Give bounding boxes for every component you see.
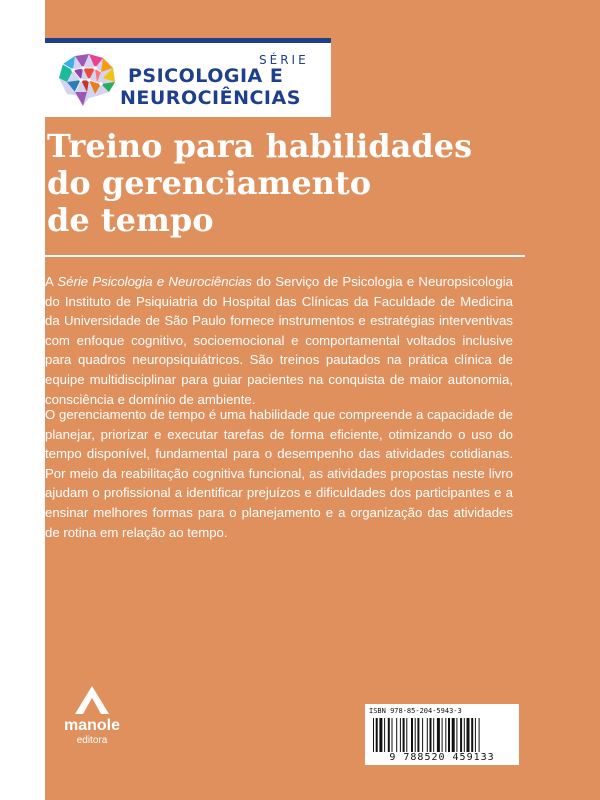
description-paragraph-2: O gerenciamento de tempo é uma habilidade que compreende a capacidade de planejar, priorizar e executar tarefas de forma eficiente, otimizando o uso do tempo disponível, fundamental para o desempenho das atividades cotidianas. Por meio da reabilitação cognitiva funcional, as atividades propostas neste livro ajudam o profissional a identificar prejuízos e dificuldades dos participantes e a ensinar melhores formas para o planejamento e a organização das atividades de rotina em relação ao tempo. [45, 407, 513, 540]
p1-series-name: Série Psicologia e Neurociências [57, 274, 252, 289]
left-margin [0, 0, 45, 800]
publisher-name: manole [63, 717, 120, 734]
series-name-line2: NEUROCIÊNCIAS [120, 87, 301, 109]
book-title [47, 128, 527, 239]
series-logo [45, 38, 331, 117]
isbn-text: ISBN 978-85-204-5943-3 [369, 707, 462, 715]
title-divider [45, 255, 525, 257]
manole-logo-icon [74, 685, 110, 715]
publisher-logo [62, 685, 122, 747]
series-label: SÉRIE [259, 53, 309, 67]
title-line-1: Treino para habilidades [47, 127, 473, 165]
series-logo-bar [45, 38, 331, 43]
ean-number: 9 788520 459133 [389, 752, 495, 763]
p1-prefix: A [45, 274, 58, 289]
barcode [365, 704, 519, 765]
description-paragraph-1 [45, 272, 513, 409]
title-line-3: de tempo [47, 201, 214, 239]
barcode-bars [373, 718, 513, 752]
series-name-line1: PSICOLOGIA E [128, 65, 284, 87]
publisher-sub: editora [76, 735, 108, 746]
title-line-2: do gerenciamento [47, 164, 372, 202]
brain-icon [53, 52, 119, 108]
p1-text: do Serviço de Psicologia e Neuropsicologia do Instituto de Psiquiatria do Hospital das Clínicas da Faculdade de Medicina da Universidade de São Paulo fornece instrumentos e estratégias interventivas com enfoque cognitivo, socioemocional e comportamental voltados inclusive para quadros neuropsiquiátricos. São treinos pautados na prática clínica de equipe multidisciplinar para guiar pacientes na conquista de maior autonomia, consciência e domínio de ambiente. [45, 274, 513, 407]
